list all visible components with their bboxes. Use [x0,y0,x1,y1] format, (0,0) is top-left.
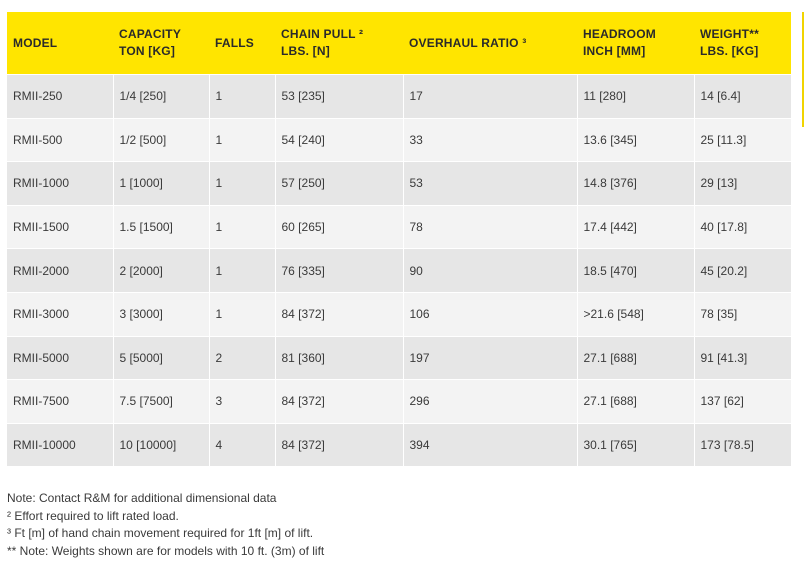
table-row [7,292,791,336]
cell-headroom: 13.6 [345] [577,118,694,162]
table-row [7,249,791,293]
note-dimensional-data: Note: Contact R&M for additional dimensional data [7,491,277,505]
cell-weight: 40 [17.8] [694,205,791,249]
header-chain-pull [275,12,403,75]
cell-chain-pull: 84 [372] [275,292,403,336]
cell-model: RMII-1000 [7,162,113,206]
cell-capacity: 10 [10000] [113,423,209,466]
cell-model: RMII-1500 [7,205,113,249]
cell-model: RMII-3000 [7,292,113,336]
cell-capacity: 7.5 [7500] [113,380,209,424]
cell-capacity: 1 [1000] [113,162,209,206]
cell-weight: 91 [41.3] [694,336,791,380]
header-capacity-line1: CAPACITY [119,27,182,41]
header-weight-line2: LBS. [KG] [700,44,759,58]
footnotes [7,490,787,561]
header-headroom-line2: INCH [MM] [583,44,646,58]
hoist-spec-table [7,12,791,466]
cell-weight: 14 [6.4] [694,75,791,119]
note-hand-chain: ³ Ft [m] of hand chain movement required for 1ft [m] of lift. [7,526,314,541]
header-weight [694,12,791,75]
table-row [7,162,791,206]
header-falls [209,12,275,75]
header-weight-line1: WEIGHT** [700,27,759,41]
cell-chain-pull: 84 [372] [275,380,403,424]
header-chain-pull-line2: LBS. [N] [281,44,330,58]
cell-chain-pull: 57 [250] [275,162,403,206]
cell-chain-pull: 53 [235] [275,75,403,119]
cell-chain-pull: 76 [335] [275,249,403,293]
header-model [7,12,113,75]
header-overhaul-ratio [403,12,577,75]
cell-weight: 25 [11.3] [694,118,791,162]
cell-overhaul-ratio: 17 [403,75,577,119]
cell-headroom: 17.4 [442] [577,205,694,249]
cell-capacity: 5 [5000] [113,336,209,380]
cell-overhaul-ratio: 78 [403,205,577,249]
cell-headroom: >21.6 [548] [577,292,694,336]
cell-model: RMII-5000 [7,336,113,380]
header-falls-label: FALLS [215,35,254,50]
cell-falls: 1 [209,75,275,119]
cell-falls: 1 [209,292,275,336]
cell-headroom: 14.8 [376] [577,162,694,206]
header-capacity-line2: TON [KG] [119,44,176,58]
cell-weight: 29 [13] [694,162,791,206]
cell-model: RMII-2000 [7,249,113,293]
table-row [7,380,791,424]
cell-overhaul-ratio: 394 [403,423,577,466]
cell-falls: 1 [209,249,275,293]
cell-capacity: 1/2 [500] [113,118,209,162]
cell-capacity: 2 [2000] [113,249,209,293]
cell-overhaul-ratio: 106 [403,292,577,336]
cell-headroom: 18.5 [470] [577,249,694,293]
cell-weight: 173 [78.5] [694,423,791,466]
cell-weight: 137 [62] [694,380,791,424]
cell-falls: 3 [209,380,275,424]
cell-capacity: 1/4 [250] [113,75,209,119]
note-weights: ** Note: Weights shown are for models with 10 ft. (3m) of lift [7,544,325,559]
cell-headroom: 27.1 [688] [577,336,694,380]
table-row [7,205,791,249]
cell-overhaul-ratio: 90 [403,249,577,293]
cell-model: RMII-7500 [7,380,113,424]
cell-headroom: 11 [280] [577,75,694,119]
table-row [7,336,791,380]
cell-overhaul-ratio: 53 [403,162,577,206]
header-model-label: MODEL [13,35,58,50]
cell-capacity: 1.5 [1500] [113,205,209,249]
cell-overhaul-ratio: 296 [403,380,577,424]
cell-headroom: 27.1 [688] [577,380,694,424]
cell-chain-pull: 54 [240] [275,118,403,162]
cell-headroom: 30.1 [765] [577,423,694,466]
cell-model: RMII-250 [7,75,113,119]
cell-falls: 1 [209,118,275,162]
cell-falls: 1 [209,162,275,206]
cell-model: RMII-10000 [7,423,113,466]
cell-capacity: 3 [3000] [113,292,209,336]
cell-falls: 2 [209,336,275,380]
table-row [7,423,791,466]
cell-overhaul-ratio: 197 [403,336,577,380]
cell-chain-pull: 84 [372] [275,423,403,466]
cell-model: RMII-500 [7,118,113,162]
cell-weight: 78 [35] [694,292,791,336]
header-headroom [577,12,694,75]
table-row [7,118,791,162]
cell-falls: 1 [209,205,275,249]
table-header-row [7,12,791,75]
cell-falls: 4 [209,423,275,466]
cell-weight: 45 [20.2] [694,249,791,293]
cell-chain-pull: 60 [265] [275,205,403,249]
header-overhaul-ratio-label: OVERHAUL RATIO ³ [409,35,527,50]
header-capacity [113,12,209,75]
note-effort: ² Effort required to lift rated load. [7,508,179,523]
header-headroom-line1: HEADROOM [583,27,656,41]
table-row [7,75,791,119]
cell-chain-pull: 81 [360] [275,336,403,380]
header-chain-pull-line1: CHAIN PULL ² [281,27,364,41]
cell-overhaul-ratio: 33 [403,118,577,162]
